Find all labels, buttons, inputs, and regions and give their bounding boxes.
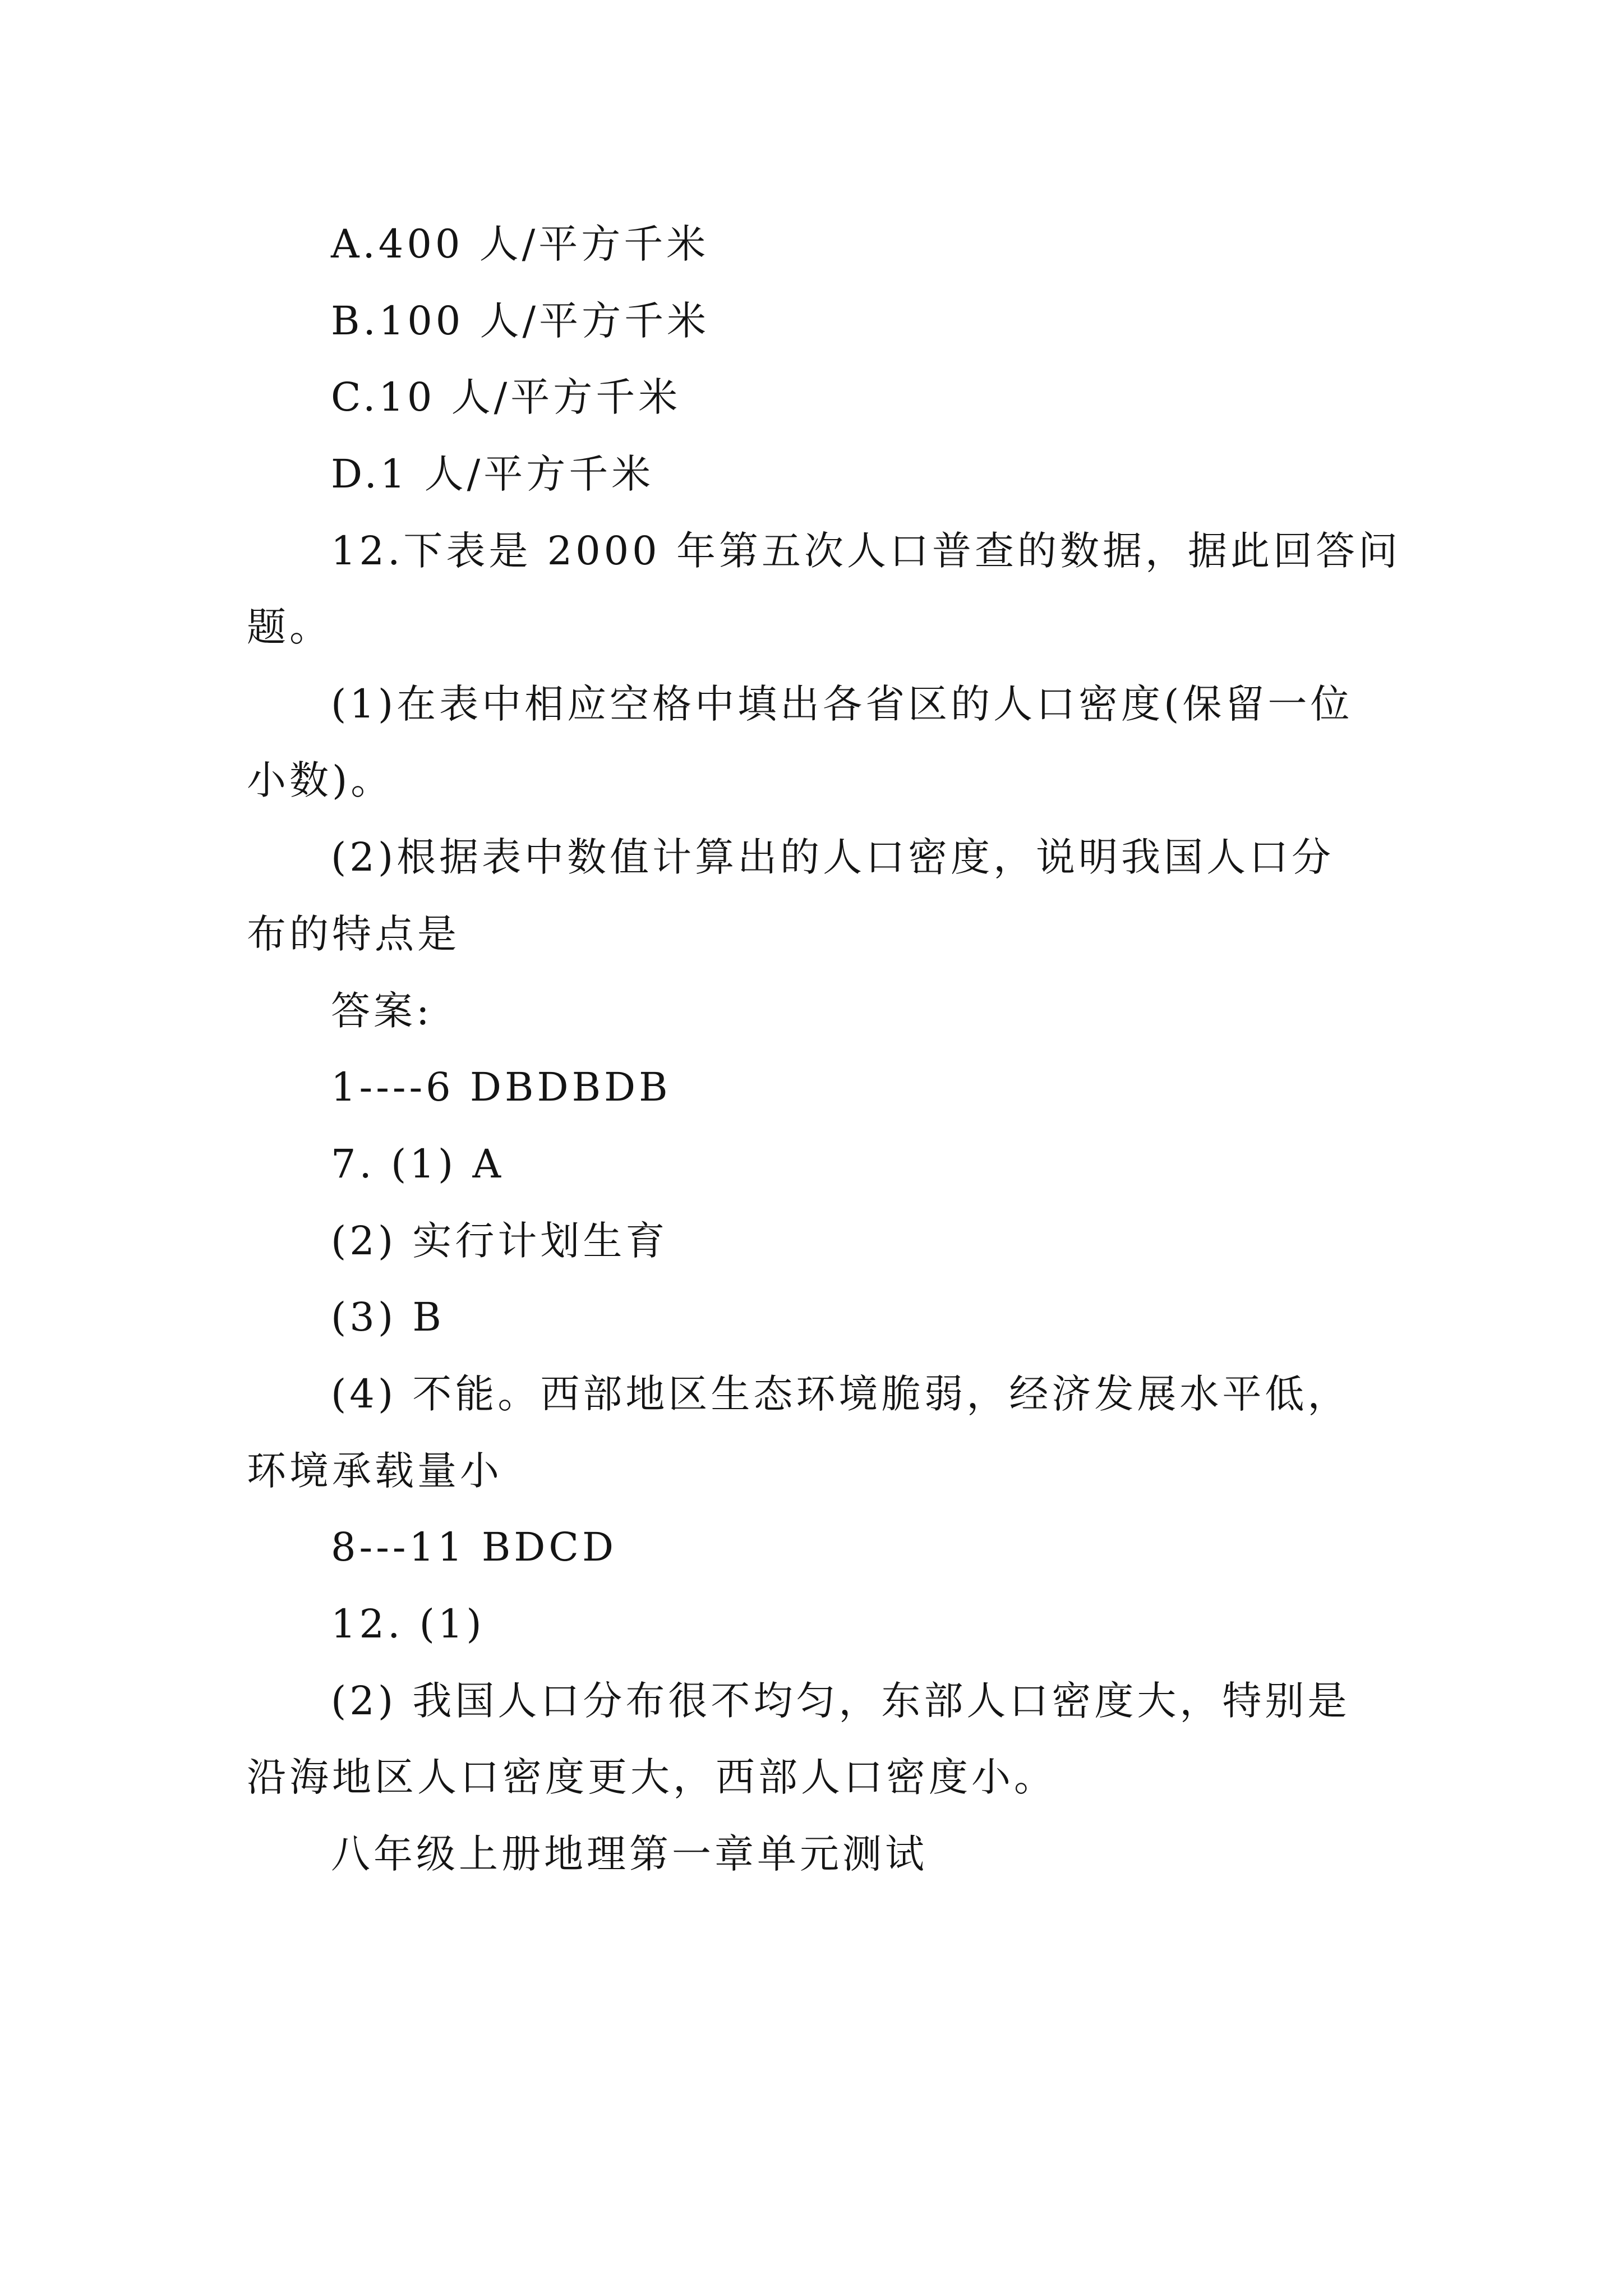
answer-8-11: 8---11 BDCD [331,1524,617,1570]
option-d: D.1 人/平方千米 [331,451,654,497]
question-12-stem: 12.下表是 2000 年第五次人口普查的数据，据此回答问 [331,528,1401,574]
question-12-stem-cont: 题。 [247,604,332,650]
answer-1-6: 1----6 DBDBDB [331,1064,671,1110]
answer-12-2: (2) 我国人口分布很不均匀，东部人口密度大，特别是 [331,1678,1350,1724]
answer-7-4: (4) 不能。西部地区生态环境脆弱，经济发展水平低， [331,1371,1350,1417]
footer-title: 八年级上册地理第一章单元测试 [331,1831,928,1877]
answer-7-3: (3) B [331,1294,445,1340]
question-12-part2: (2)根据表中数值计算出的人口密度，说明我国人口分 [331,834,1335,880]
option-b: B.100 人/平方千米 [331,298,710,344]
question-12-part2-cont: 布的特点是 [247,911,460,957]
answer-12-1: 12. (1) [331,1601,485,1647]
option-a: A.400 人/平方千米 [331,221,709,267]
answer-7-2: (2) 实行计划生育 [331,1218,668,1264]
question-12-part1-cont: 小数)。 [247,757,394,803]
answer-7-1: 7. (1) A [331,1141,504,1187]
answers-heading: 答案: [331,988,433,1034]
answer-12-2-cont: 沿海地区人口密度更大，西部人口密度小。 [247,1754,1057,1800]
option-c: C.10 人/平方千米 [331,374,681,420]
answer-7-4-cont: 环境承载量小 [247,1448,502,1494]
question-12-part1: (1)在表中相应空格中填出各省区的人口密度(保留一位 [331,681,1353,727]
